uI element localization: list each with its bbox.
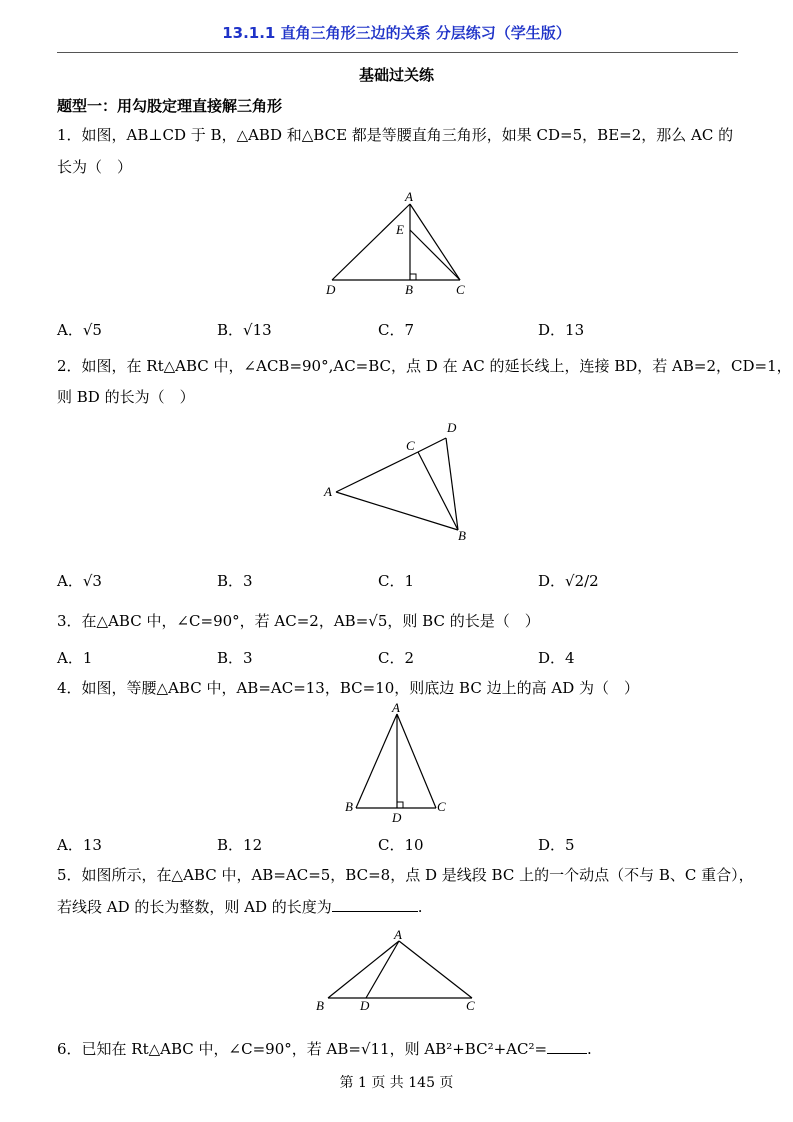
q4-option-a[interactable]: A．13 [57,836,102,854]
q3-option-c[interactable]: C．2 [378,649,415,667]
q5-line-AD [366,941,399,998]
q2-line-AC [336,452,418,492]
page-footer: 第 1 页 共 145 页 [339,1075,454,1091]
q1-label-A: A [405,189,413,204]
q2-option-a[interactable]: A．√3 [57,572,102,590]
q2-text-line1: 2．如图，在 Rt△ABC 中，∠ACB=90°,AC=BC，点 D 在 AC 的延长线上，连接 BD，若 AB=2，CD=1， [57,357,792,375]
q1-option-c[interactable]: C．7 [378,321,415,339]
q6-text-end: . [587,1040,592,1058]
q5-line-AB [328,941,399,998]
q5-figure [310,928,490,1018]
q2-label-C: C [406,438,415,453]
q2-option-d[interactable]: D．√2/2 [538,572,599,590]
q6-answer-blank[interactable] [547,1039,587,1054]
q1-label-C: C [456,282,465,297]
q3-option-d[interactable]: D．4 [538,649,575,667]
q1-line-EC [410,230,460,280]
q1-text-line2: 长为（ ） [57,158,133,176]
q2-label-D: D [447,420,457,435]
q1-label-E: E [396,222,404,237]
q1-line-AC [410,204,460,280]
q1-option-d[interactable]: D．13 [538,321,585,339]
q5-text-line2-main: 若线段 AD 的长为整数，则 AD 的长度为 [57,898,332,916]
q4-option-b[interactable]: B．12 [217,836,263,854]
q5-label-B: B [316,998,324,1013]
q4-right-angle-mark [397,802,403,808]
q5-line-AC [399,941,472,998]
q1-figure [320,186,480,301]
q4-label-A: A [392,700,400,715]
header-divider [57,52,738,53]
q1-option-b[interactable]: B．√13 [217,321,272,339]
q2-text-line2: 则 BD 的长为（ ） [57,388,195,406]
section-title: 基础过关练 [358,66,434,84]
q1-label-B: B [405,282,413,297]
q5-text-line2 [57,896,423,917]
q5-label-A: A [394,928,402,942]
q1-line-AD [332,204,410,280]
q1-option-a[interactable]: A．√5 [57,321,102,339]
q4-label-C: C [437,799,446,814]
q3-option-a[interactable]: A．1 [57,649,93,667]
q4-line-AC [397,714,436,808]
q1-text-line1: 1．如图，AB⊥CD 于 B，△ABD 和△BCE 都是等腰直角三角形，如果 CD=5，BE=2，那么 AC 的 [57,126,734,144]
q6-text-main: 6．已知在 Rt△ABC 中，∠C=90°，若 AB=√11，则 AB²+BC²+AC²= [57,1040,548,1058]
q4-label-D: D [392,810,402,825]
q2-line-CB [418,452,458,530]
q6-text-line1 [57,1038,592,1059]
q5-label-D: D [360,998,370,1013]
q5-answer-blank[interactable] [332,897,418,912]
q4-option-c[interactable]: C．10 [378,836,424,854]
q1-right-angle-mark [410,274,416,280]
q4-option-d[interactable]: D．5 [538,836,575,854]
q3-text-line1: 3．在△ABC 中，∠C=90°，若 AC=2，AB=√5，则 BC 的长是（ ） [57,612,540,630]
q4-line-AB [356,714,397,808]
question-type-title: 题型一：用勾股定理直接解三角形 [57,97,283,115]
q3-option-b[interactable]: B．3 [217,649,253,667]
q2-label-B: B [458,528,466,543]
q5-text-line1: 5．如图所示，在△ABC 中，AB=AC=5，BC=8，点 D 是线段 BC 上的一个动点（不与 B、C 重合）， [57,866,754,884]
q5-text-line2-end: . [417,898,423,916]
q2-figure [320,418,480,548]
q2-option-b[interactable]: B．3 [217,572,253,590]
q2-line-AB [336,492,458,530]
q4-figure [340,700,460,825]
q2-line-CD [418,438,446,452]
q5-label-C: C [466,998,475,1013]
q1-label-D: D [326,282,336,297]
page-header-title: 13.1.1 直角三角形三边的关系 分层练习（学生版） [222,24,571,42]
q4-label-B: B [345,799,353,814]
q2-line-DB [446,438,458,530]
q2-label-A: A [324,484,332,499]
q4-text-line1: 4．如图，等腰△ABC 中，AB=AC=13，BC=10，则底边 BC 边上的高 AD 为（ ） [57,679,639,697]
q2-option-c[interactable]: C．1 [378,572,415,590]
